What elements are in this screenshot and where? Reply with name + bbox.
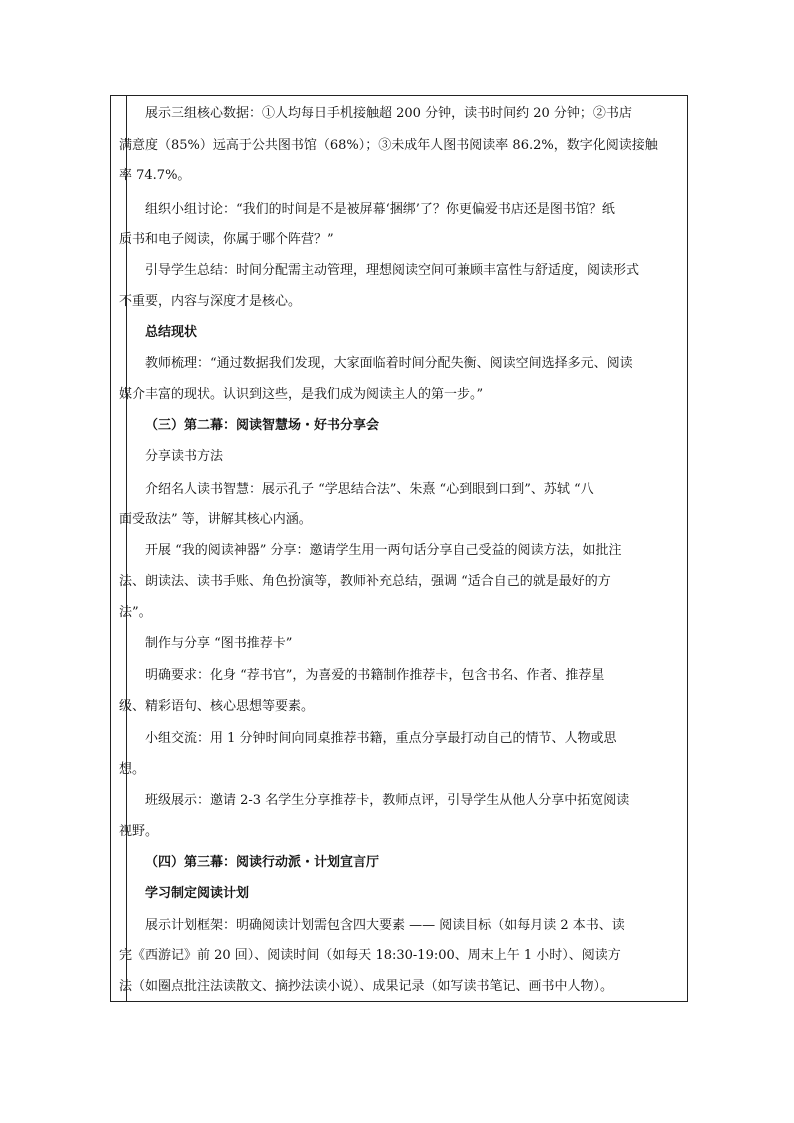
paragraph-line: 班级展示：邀请 2-3 名学生分享推荐卡，教师点评，引导学生从他人分享中拓宽阅读 — [145, 793, 630, 808]
section-heading: （四）第三幕：阅读行动派・计划宣言厅 — [145, 855, 380, 870]
paragraph-line: 展示三组核心数据：①人均每日手机接触超 200 分钟，读书时间约 20 分钟；②书店 — [145, 106, 632, 121]
section-heading: 总结现状 — [145, 325, 198, 340]
paragraph-line: 小组交流：用 1 分钟时间向同桌推荐书籍，重点分享最打动自己的情节、人物或思 — [145, 731, 617, 746]
paragraph-line: 明确要求：化身 “荐书官”，为喜爱的书籍制作推荐卡，包含书名、作者、推荐星 — [145, 668, 605, 683]
paragraph-line: 级、精彩语句、核心思想等要素。 — [119, 699, 315, 714]
paragraph-line: 制作与分享 “图书推荐卡” — [145, 636, 293, 651]
paragraph-line: 面受敌法” 等，讲解其核心内涵。 — [119, 512, 312, 527]
paragraph-line: 质书和电子阅读，你属于哪个阵营？” — [119, 232, 334, 247]
paragraph-line: 完《西游记》前 20 回）、阅读时间（如每天 18:30-19:00、周末上午 1 小时）、阅读方 — [119, 948, 621, 963]
paragraph-line: 法、朗读法、读书手账、角色扮演等，教师补充总结，强调 “适合自己的就是最好的方 — [119, 574, 611, 589]
paragraph-line: 引导学生总结：时间分配需主动管理，理想阅读空间可兼顾丰富性与舒适度，阅读形式 — [145, 263, 640, 278]
paragraph-line: 想。 — [119, 762, 146, 777]
paragraph-line: 法（如圈点批注法读散文、摘抄法读小说）、成果记录（如写读书笔记、画书中人物）。 — [119, 979, 614, 994]
section-heading: 学习制定阅读计划 — [145, 886, 250, 901]
paragraph-line: 组织小组讨论：“我们的时间是不是被屏幕‘捆绑’了？你更偏爱书店还是图书馆？纸 — [145, 202, 615, 217]
paragraph-line: 率 74.7%。 — [119, 168, 191, 183]
paragraph-line: 介绍名人读书智慧：展示孔子 “学思结合法”、朱熹 “心到眼到口到”、苏轼 “八 — [145, 482, 594, 497]
paragraph-line: 满意度（85%）远高于公共图书馆（68%）；③未成年人图书阅读率 86.2%，数字化阅读接触 — [119, 138, 658, 153]
paragraph-line: 视野。 — [119, 824, 159, 839]
section-heading: （三）第二幕：阅读智慧场・好书分享会 — [145, 418, 380, 433]
paragraph-line: 分享读书方法 — [145, 449, 224, 464]
document-table — [110, 95, 688, 1002]
paragraph-line: 开展 “我的阅读神器” 分享：邀请学生用一两句话分享自己受益的阅读方法，如批注 — [145, 543, 622, 558]
paragraph-line: 教师梳理：“通过数据我们发现，大家面临着时间分配失衡、阅读空间选择多元、阅读 — [145, 356, 633, 371]
paragraph-line: 法”。 — [119, 605, 152, 620]
paragraph-line: 媒介丰富的现状。认识到这些，是我们成为阅读主人的第一步。” — [119, 387, 484, 402]
paragraph-line: 不重要，内容与深度才是核心。 — [119, 294, 302, 309]
paragraph-line: 展示计划框架：明确阅读计划需包含四大要素 —— 阅读目标（如每月读 2 本书、读 — [145, 918, 625, 933]
